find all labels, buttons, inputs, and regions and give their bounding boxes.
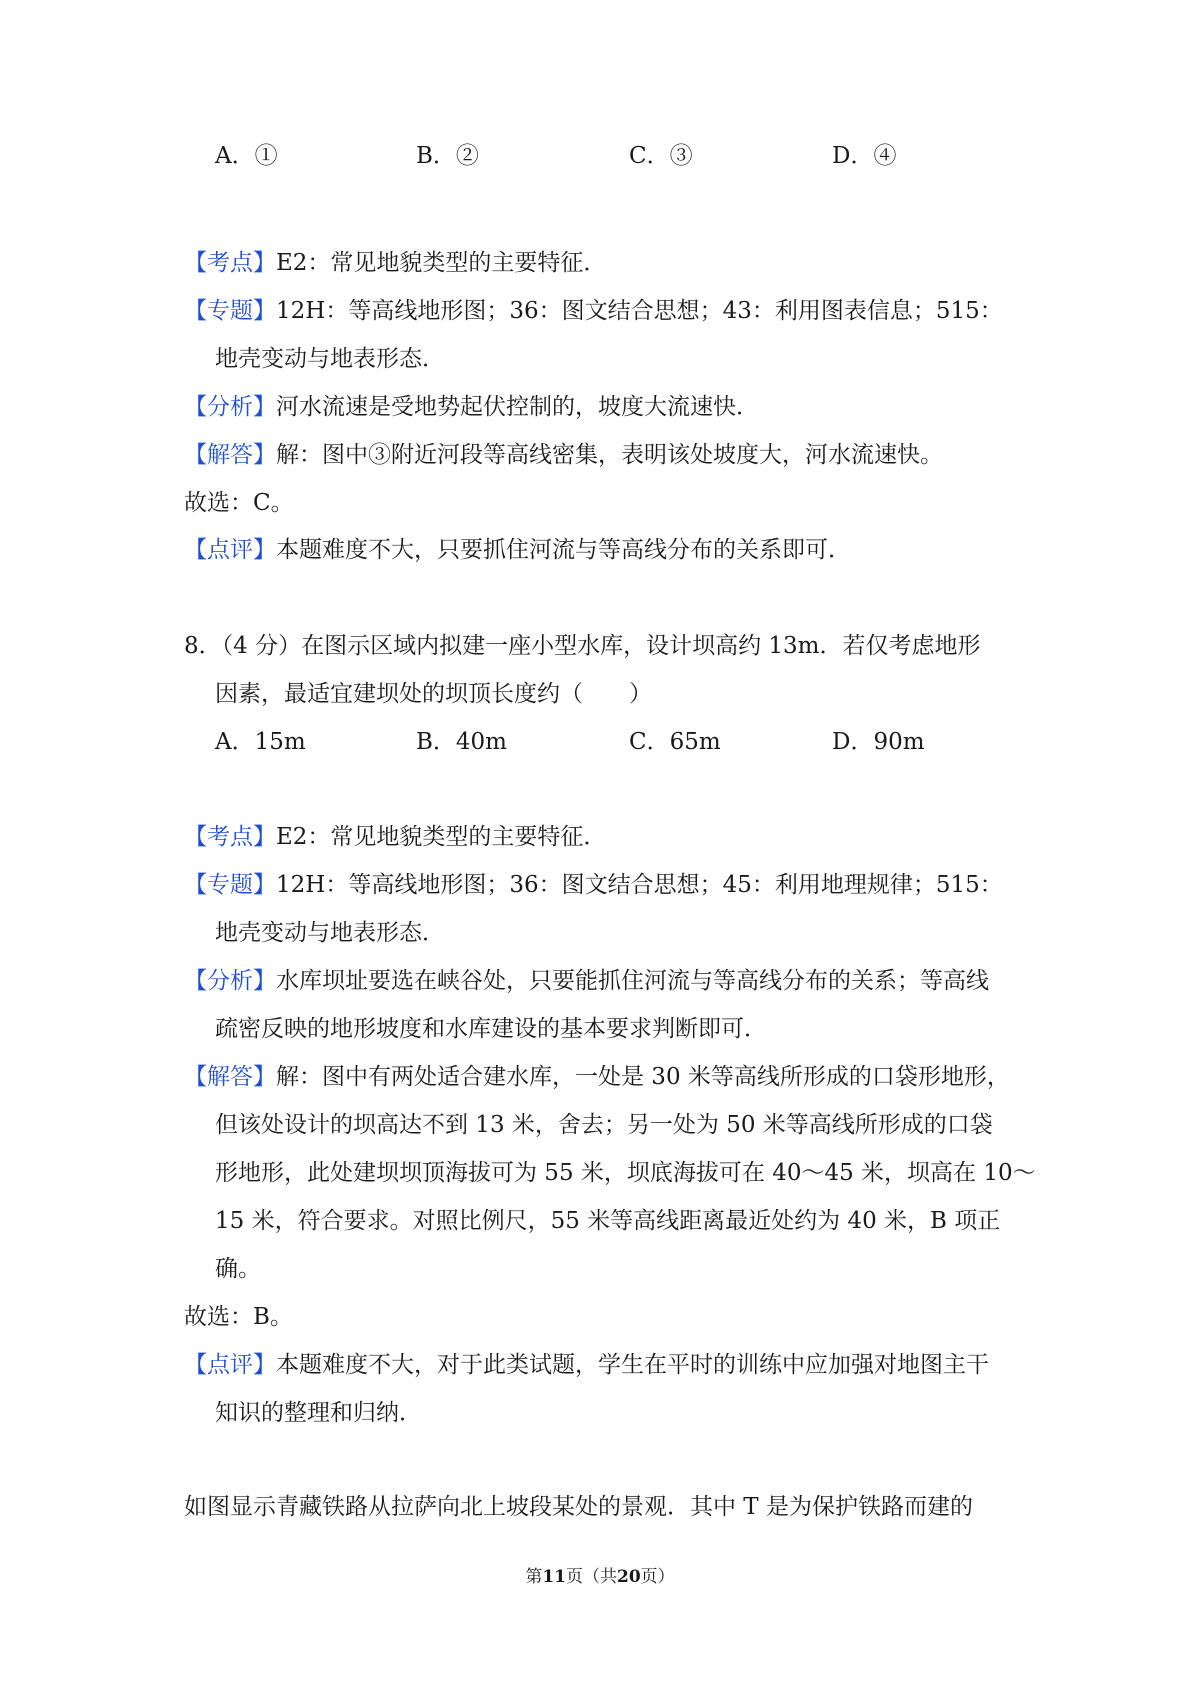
- page-number: 11: [542, 1567, 566, 1587]
- q7-option-b: B．②: [416, 143, 479, 169]
- q7-fenxi: 【分析】河水流速是受地势起伏控制的，坡度大流速快．: [184, 394, 759, 420]
- page-footer: 第11页（共20页）: [525, 1567, 675, 1587]
- zhuanti-tag: 【专题】: [184, 298, 276, 324]
- q7-kaodian: 【考点】E2：常见地貌类型的主要特征．: [184, 250, 607, 276]
- q8-dianping: 【点评】本题难度不大，对于此类试题，学生在平时的训练中应加强对地图主干: [184, 1352, 989, 1378]
- dianping-tag: 【点评】: [184, 1352, 276, 1378]
- q8-fenxi-cont: 疏密反映的地形坡度和水库建设的基本要求判断即可．: [215, 1016, 767, 1042]
- q8-jieda-line5: 确。: [215, 1256, 261, 1282]
- q7-option-d: D．④: [832, 143, 897, 169]
- q8-fenxi: 【分析】水库坝址要选在峡谷处，只要能抓住河流与等高线分布的关系；等高线: [184, 968, 989, 994]
- next-passage-intro: 如图显示青藏铁路从拉萨向北上坡段某处的景观．其中 T 是为保护铁路而建的: [184, 1494, 973, 1520]
- q8-stem: 8．（4 分）在图示区域内拟建一座小型水库，设计坝高约 13m．若仅考虑地形: [184, 633, 981, 659]
- q8-jieda: 【解答】解：图中有两处适合建水库，一处是 30 米等高线所形成的口袋形地形，: [184, 1064, 1010, 1090]
- kaodian-tag: 【考点】: [184, 250, 276, 276]
- q7-option-a: A．①: [215, 143, 278, 169]
- q8-zhuanti-cont: 地壳变动与地表形态．: [215, 920, 445, 946]
- q8-jieda-line3: 形地形，此处建坝坝顶海拔可为 55 米，坝底海拔可在 40～45 米，坝高在 10～: [215, 1160, 1036, 1186]
- q7-zhuanti-cont: 地壳变动与地表形态．: [215, 346, 445, 372]
- zhuanti-tag: 【专题】: [184, 872, 276, 898]
- q8-guxuan: 故选：B。: [184, 1304, 293, 1330]
- q8-jieda-line2: 但该处设计的坝高达不到 13 米，舍去；另一处为 50 米等高线所形成的口袋: [215, 1112, 993, 1138]
- q7-zhuanti: 【专题】12H：等高线地形图；36：图文结合思想；43：利用图表信息；515：: [184, 298, 1003, 324]
- q7-jieda: 【解答】解：图中③附近河段等高线密集，表明该处坡度大，河水流速快。: [184, 442, 943, 468]
- page-total: 20: [617, 1567, 641, 1587]
- q8-kaodian: 【考点】E2：常见地貌类型的主要特征．: [184, 824, 607, 850]
- jieda-tag: 【解答】: [184, 1064, 276, 1090]
- q8-jieda-line4: 15 米，符合要求。对照比例尺，55 米等高线距离最近处约为 40 米，B 项正: [215, 1208, 1001, 1234]
- q7-dianping: 【点评】本题难度不大，只要抓住河流与等高线分布的关系即可．: [184, 537, 851, 563]
- q8-dianping-cont: 知识的整理和归纳．: [215, 1400, 422, 1426]
- q8-zhuanti: 【专题】12H：等高线地形图；36：图文结合思想；45：利用地理规律；515：: [184, 872, 1003, 898]
- q8-stem-cont: 因素，最适宜建坝处的坝顶长度约（ ）: [215, 681, 652, 707]
- fenxi-tag: 【分析】: [184, 394, 276, 420]
- q8-option-b: B．40m: [416, 729, 507, 755]
- q7-guxuan: 故选：C。: [184, 490, 294, 516]
- dianping-tag: 【点评】: [184, 537, 276, 563]
- kaodian-tag: 【考点】: [184, 824, 276, 850]
- q8-option-d: D．90m: [832, 729, 925, 755]
- q8-option-a: A．15m: [215, 729, 306, 755]
- q8-option-c: C．65m: [629, 729, 721, 755]
- jieda-tag: 【解答】: [184, 442, 276, 468]
- fenxi-tag: 【分析】: [184, 968, 276, 994]
- q7-option-c: C．③: [629, 143, 693, 169]
